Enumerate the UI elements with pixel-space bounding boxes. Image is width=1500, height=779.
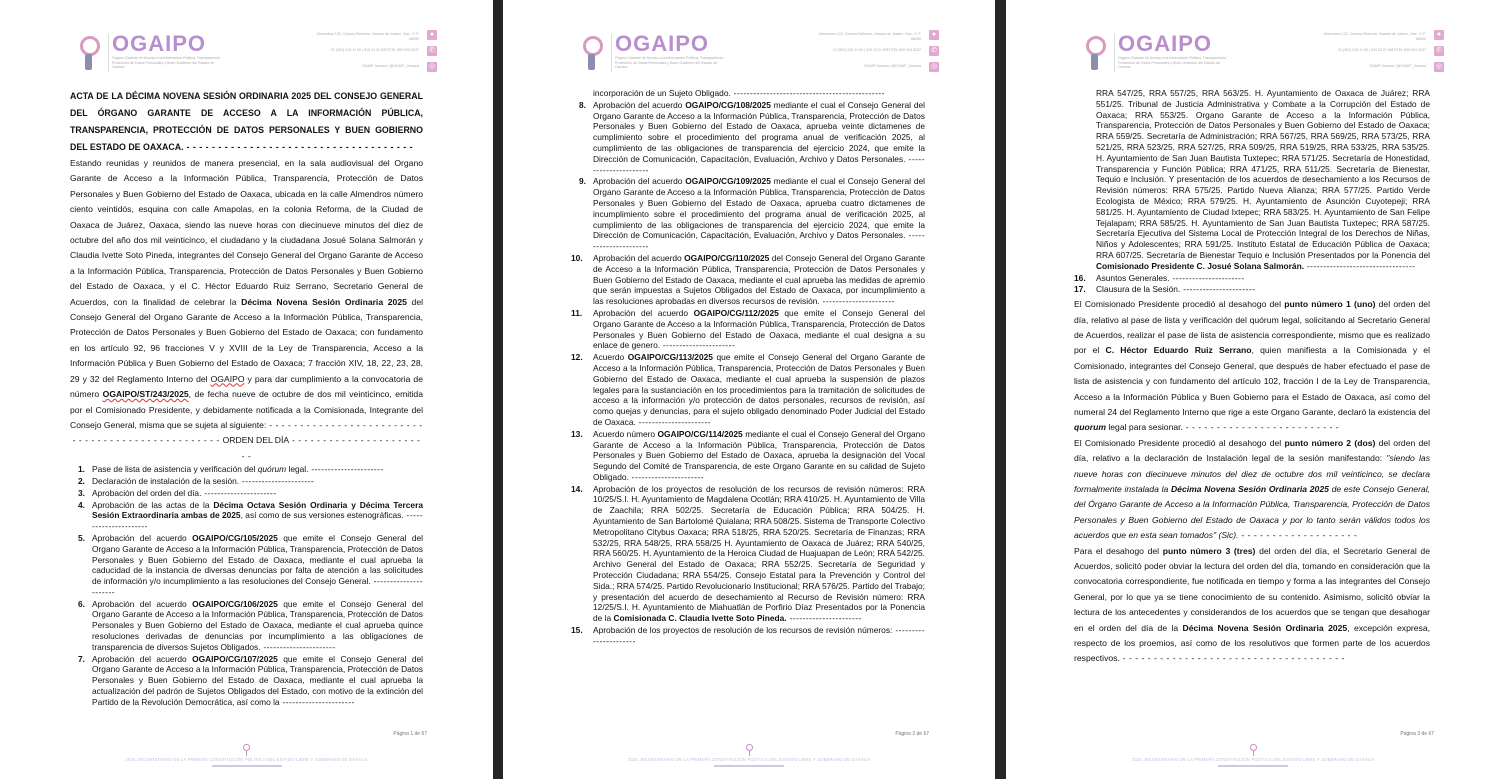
item-number: 3. [78, 487, 85, 498]
address: Almendros 122, Colonia Reforma, Oaxaca de Juárez, Oax., C.P. 68050 [818, 32, 921, 41]
item-text-rest: , así como de sus versiones estenográficas. [240, 510, 404, 521]
item-text: Acuerdo número [593, 428, 658, 439]
social: OGAIP Oaxaca | @OGAIP_Oaxaca [1368, 64, 1426, 68]
item-number: 4. [78, 499, 85, 510]
item-text: Aprobación de los proyectos de resolución de los recursos de revisión números: RRA 10/25/S.I. H. Ayuntamiento de Magdalena Ocotlán; RRA 410/25. H. Ayuntamiento de Villa de Zaachila; RRA 502/25. Secretaría de Educación Pública; RRA 504/25. H. Ayuntamiento de San Bartolomé Quialana; RRA 508/25. Sistema de Transporte Colectivo Metropolitano Citybus Oaxaca; RRA 518/25, RRA 520/25. Secretaría de Finanzas; RRA 532/25, RRA 548/25, RRA 558/25 H. Ayuntamiento de Oaxaca de Juárez; RRA 540/25, RRA 560/25. H. Ayuntamiento de la Heroica Ciudad de Huajuapan de León; RRA 542/25. Archivo General del Estado de Oaxaca; RRA 552/25. Secretaría de Seguridad y Protección Ciudadana; RRA 554/25. Consejo Estatal para la Prevención y Control del Sida.; RRA 574/25. Partido Revolucionario Institucional; RRA 576/25. Partido del Trabajo; y presentación del acuerdo de desechamiento al Recurso de Revisión número: RRA 12/25/S.I. H. Ayuntamiento de Miahuatlán de Porfirio Díaz Presentados por la Ponencia de la [593, 483, 925, 624]
item-number: 9. [579, 176, 586, 187]
document-page-1 [0, 0, 493, 779]
paragraph-punto-1: El Comisionado Presidente procedió al desahogo del punto número 1 (uno) del orden del día, relativo al pase de lista y verificación del quórum legal, solicitando al Secretario General de Acuerdos, realizar el pase de lista de asistencia correspondiente, mismo que es realizado por el C. Héctor Eduardo Ruiz Serrano, quien manifiesta a la Comisionada y el Comisionado, integrantes del Consejo General, que después de haber efectuado el pase de lista de asistencia y con fundamento del artículo 102, fracción I de la Ley de Transparencia, Acceso a la Información Pública y Buen Gobierno para el Estado de Oaxaca, así como del numeral 24 del Reglamento Interno que rige a este Organo Garante, declaró la existencia del quorum legal para sesionar. - - - - - - - - - - - - - - - - - - - - - - - - - [1074, 299, 1430, 433]
phone-icon: ✆ [1434, 46, 1444, 56]
item-text-rest: que emite el Consejo General del Organo Garante de Acceso a la Información Pública, Transparencia, Protección de Datos Personales y Buen Gobierno del Estado de Oaxaca, mediante el cual aprueba la caducidad de la instancia de diversas denuncias por falta de atención a las solicitudes de información y/o incumplimiento a las resoluciones del Consejo General. [92, 532, 424, 587]
logo-subtitle: Órgano Garante de Acceso a la Información Pública, Transparencia, Protección de Datos Personales y Buen Gobierno del Estado de Oaxaca [1118, 56, 1227, 70]
page-number: Página 3 de 67 [1400, 731, 1434, 737]
agenda-item: 4. Aprobación de las actas de la Décima Octava Sesión Ordinaria y Décima Tercera Sesión Extraordinaria ambas de 2025, así como de sus versiones estenográficas. ---------------------- [78, 499, 424, 532]
item-text: Aprobación del acuerdo [92, 532, 193, 543]
item-text: Aprobación del acuerdo [92, 598, 193, 609]
social: OGAIP Oaxaca | @OGAIP_Oaxaca [361, 64, 419, 68]
phone: 01 (951) 515 11 90 | 515 23 21 INFOTEL 800 004 3247 [832, 48, 921, 52]
agenda-item: 11. Aprobación del acuerdo OGAIPO/CG/112/2025 que emite el Consejo General del Organo Garante de Acceso a la Información Pública, Transparencia, Protección de Datos Personales y Buen Gobierno del Estado de Oaxaca, mediante el cual designa a su enlace de genero. ---------------------- [571, 307, 926, 351]
ogaipo-logo-icon [581, 36, 603, 72]
item-text: Declaración de instalación de la sesión. [92, 475, 240, 486]
phone-icon: ✆ [427, 46, 437, 56]
page-3-body [1074, 88, 1430, 667]
footer-motto: 2025, BICENTENARIO DE LA PRIMERA CONSTITUCIÓN POLÍTICA DEL ESTADO LIBRE Y SOBERANO DE OAXACA [1131, 757, 1375, 762]
list-continuation: RRA 547/25, RRA 557/25, RRA 563/25. H. Ayuntamiento de Oaxaca de Juárez; RRA 551/25. Tribunal de Justicia Administrativa y Combate a la Corrupción del Estado de Oaxaca; RRA 553/25. Organo Garante de Acceso a la Información Pública, Transparencia, Protección de Datos Personales y Buen Gobierno del Estado de Oaxaca; RRA 559/25. Secretaría de Administración; RRA 567/25, RRA 569/25, RRA 573/25, RRA 521/25, RRA 523/25, RRA 527/25, RRA 509/25, RRA 519/25, RRA 533/25, RRA 535/25. H. Ayuntamiento de San Juan Bautista Tuxtepec; RRA 571/25. Secretaría de Honestidad, Transparencia y Función Pública; RRA 471/25, RRA 511/25. Secretaría de Bienestar, Tequio e Inclusión. Y presentación de los acuerdos de desechamiento a los Recursos de Revisión números: RRA 575/25. Partido Nueva Alianza; RRA 577/25. Partido Verde Ecologista de México; RRA 579/25. H. Ayuntamiento de Asunción Cuyotepeji; RRA 581/25. H. Ayuntamiento de Ciudad Ixtepec; RRA 583/25. H. Ayuntamiento de San Felipe Tejalapam; RRA 585/25. H. Ayuntamiento de San Juan Bautista Tuxtepec; RRA 587/25. Secretaría Ejecutiva del Sistema Local de Protección Integral de los Derechos de Niñas, Niños y Adolescentes; RRA 591/25. Instituto Estatal de Educación Pública de Oaxaca; RRA 607/25. Secretaría de Bienestar Tequio e Inclusión Presentados por la Ponencia del Comisionado Presidente C. Josué Solana Salmorán. --------------------------------- [1096, 88, 1430, 271]
item-number: 7. [78, 653, 85, 664]
ogaipo-logo-icon [78, 36, 100, 72]
agenda-item: 5. Aprobación del acuerdo OGAIPO/CG/105/2025 que emite el Consejo General del Organo Garante de Acceso a la Información Pública, Transparencia, Protección de Datos Personales y Buen Gobierno del Estado de Oaxaca, mediante el cual aprueba la caducidad de la instancia de diversas denuncias por falta de atención a las solicitudes de información y/o incumplimiento a las resoluciones del Consejo General. ---------------------- [78, 532, 424, 597]
item-number: 13. [571, 428, 583, 439]
letterhead [1084, 30, 1444, 78]
social: OGAIP Oaxaca | @OGAIP_Oaxaca [863, 64, 921, 68]
agenda-item: 10. Aprobación del acuerdo OGAIPO/CG/110/2025 del Consejo General del Organo Garante de Acceso a la Información Pública, Transparencia, Protección de Datos Personales y Buen Gobierno del Estado de Oaxaca, mediante el cual aprueba las medidas de apremio que serán impuestas a Sujetos Obligados del Estado de Oaxaca, por incumplimiento a las resoluciones aprobadas en diversos recursos de revisión. ---------------------- [571, 252, 925, 307]
agenda-item: 16. Asuntos Generales. ---------------------- [1074, 272, 1245, 283]
item-text: Acuerdo [593, 352, 628, 363]
document-page-3 [1006, 0, 1500, 779]
item-text: Aprobación del acuerdo [593, 176, 686, 187]
item-bold: OGAIPO/CG/109/2025 [685, 176, 771, 187]
agenda-list [1074, 273, 1430, 296]
contact-block [309, 32, 419, 80]
item-number: 16. [1074, 272, 1086, 283]
item-text-rest: mediante el cual el Consejo General del Organo Garante de Acceso a la Información Pública, Transparencia, Protección de Datos Personales y Buen Gobierno del Estado de Oaxaca, aprueba cuatro dictamenes de incumplimiento sobre el procedimiento del programa anual de verificación 2025, al cumplimiento de las obligaciones de transparencia del ejercicio 2024, que emite la Dirección de Comunicación, Capacitación, Evaluación, Archivo y Datos Personales. [593, 176, 925, 241]
item-number: 1. [78, 464, 85, 475]
agenda-item: 6. Aprobación del acuerdo OGAIPO/CG/106/2025 que emite el Consejo General del Organo Garante de Acceso a la Información Pública, Transparencia, Protección de Datos Personales y Buen Gobierno del Estado de Oaxaca, mediante el cual aprueba quince resoluciones derivadas de denuncias por incumplimiento a las obligaciones de transparencia de diversos Sujetos Obligados. ---------------------- [78, 598, 424, 652]
document-title: ACTA DE LA DÉCIMA NOVENA SESIÓN ORDINARIA 2025 DEL CONSEJO GENERAL DEL ÓRGANO GARANTE DE ACCESO A LA INFORMACIÓN PÚBLICA, TRANSPARENCIA, PROTECCIÓN DE DATOS PERSONALES Y BUEN GOBIERNO DEL ESTADO DE OAXACA. - - - - - - - - - - - - - - - - - - - - - - - - - - - - - - - - - - - - [70, 91, 423, 152]
agenda-item: 13. Acuerdo número OGAIPO/CG/114/2025 mediante el cual el Consejo General del Organo Garante de Acceso a la Información Pública, Transparencia, Protección de Datos Personales y Buen Gobierno del Estado de Oaxaca, aprueba la designación del Vocal Segundo del Comité de Transparencia, de este Organo Garante en su calidad de Sujeto Obligado. ---------------------- [571, 428, 925, 482]
letterhead [78, 30, 437, 78]
agenda-item: 3. Aprobación del orden del día. ---------------------- [78, 487, 277, 498]
item-number: 2. [78, 475, 85, 486]
footer-logo-icon [1250, 744, 1257, 756]
agenda-item: 9. Aprobación del acuerdo OGAIPO/CG/109/2025 mediante el cual el Consejo General del Organo Garante de Acceso a la Información Pública, Transparencia, Protección de Datos Personales y Buen Gobierno del Estado de Oaxaca, aprueba cuatro dictamenes de incumplimiento sobre el procedimiento del programa anual de verificación 2025, al cumplimiento de las obligaciones de transparencia del ejercicio 2024, que emite la Dirección de Comunicación, Capacitación, Evaluación, Archivo y Datos Personales. ---------------------- [579, 176, 925, 252]
item-text: Aprobación de las actas de la [92, 499, 214, 510]
item-text: Aprobación del orden del día. [92, 487, 202, 498]
page-footer [0, 744, 493, 767]
page-number: Página 2 de 67 [895, 731, 929, 737]
logo-wordmark: OGAIPO [112, 31, 207, 56]
instagram-icon: ◎ [930, 63, 938, 70]
logo-subtitle: Órgano Garante de Acceso a la Información Pública, Transparencia, Protección de Datos Personales y Buen Gobierno del Estado de Oaxaca [112, 56, 221, 70]
item-text: Aprobación de los proyectos de resolución de los recursos de revisión números: [593, 625, 893, 636]
instagram-icon: ◎ [428, 63, 436, 70]
item-text: Aprobación del acuerdo [92, 653, 193, 664]
agenda-item: 8. Aprobación del acuerdo OGAIPO/CG/108/2025 mediante el cual el Consejo General del Organo Garante de Acceso a la Información Pública, Transparencia, Protección de Datos Personales y Buen Gobierno del Estado de Oaxaca, aprueba veinte dictamenes de cumplimiento sobre el procedimiento del programa anual de verificación 2025, al cumplimiento de las obligaciones de transparencia del ejercicio 2024, que emite la Dirección de Comunicación, Capacitación, Evaluación, Archivo y Datos Personales. ---------------------- [579, 99, 925, 175]
item-bold: OGAIPO/CG/113/2025 [627, 352, 713, 363]
item-bold: OGAIPO/CG/107/2025 [192, 653, 278, 664]
agenda-item: 12. Acuerdo OGAIPO/CG/113/2025 que emite el Consejo General del Organo Garante de Acceso a la Información Pública, Transparencia, Protección de Datos Personales y Buen Gobierno del Estado de Oaxaca, mediante el cual aprueba la suspensión de plazos legales para la sustanciación en los procedimientos para la tramitación de solicitudes de acceso a la información y/o protección de datos personales, recursos de revisión, así como quejas y denuncias, para el sujeto obligado denominado Poder Judicial del Estado de Oaxaca. ---------------------- [571, 352, 926, 427]
location-icon: ● [427, 30, 437, 40]
page-2-body [571, 88, 925, 648]
phone-icon: ✆ [929, 46, 939, 56]
footer-logo-icon [243, 744, 250, 756]
agenda-item: 1. Pase de lista de asistencia y verificación del quórum legal. ---------------------- [78, 464, 384, 475]
address: Almendros 122, Colonia Reforma, Oaxaca de Juárez, Oax., C.P. 68050 [1323, 32, 1426, 41]
document-page-2 [503, 0, 995, 779]
item-text-rest: mediante el cual el Consejo General del Organo Garante de Acceso a la Información Pública, Transparencia, Protección de Datos Personales y Buen Gobierno del Estado de Oaxaca, aprueba veinte dictamenes de cumplimiento sobre el procedimiento del programa anual de verificación 2025, al cumplimiento de las obligaciones de transparencia del ejercicio 2024, que emite la Dirección de Comunicación, Capacitación, Evaluación, Archivo y Datos Personales. [593, 99, 925, 164]
item-text: Aprobación del acuerdo [593, 99, 686, 110]
agenda-item: 17. Clausura de la Sesión. ---------------------- [1074, 284, 1256, 295]
item-number: 11. [571, 307, 583, 318]
item-italic: quórum [257, 464, 287, 475]
agenda-item: 7. Aprobación del acuerdo OGAIPO/CG/107/2025 que emite el Consejo General del Organo Garante de Acceso a la Información Pública, Transparencia, Protección de Datos Personales y Buen Gobierno del Estado de Oaxaca, mediante el cual aprueba la actualización del padrón de Sujetos Obligados del Estado, con motivo de la extinción del Partido de la Revolución Democrática, así como la ---------------------- [78, 653, 424, 707]
item-bold: OGAIPO/CG/110/2025 [684, 252, 770, 263]
page-number: Página 1 de 67 [393, 731, 427, 737]
agenda-item: 14. Aprobación de los proyectos de resolución de los recursos de revisión números: RRA 10/25/S.I. H. Ayuntamiento de Magdalena Ocotlán; RRA 410/25. H. Ayuntamiento de Villa de Zaachila; RRA 502/25. Secretaría de Educación Pública; RRA 504/25. H. Ayuntamiento de San Bartolomé Quialana; RRA 508/25. Sistema de Transporte Colectivo Metropolitano Citybus Oaxaca; RRA 518/25, RRA 520/25. Secretaría de Finanzas; RRA 532/25, RRA 548/25, RRA 558/25 H. Ayuntamiento de Oaxaca de Juárez; RRA 540/25, RRA 560/25. H. Ayuntamiento de la Heroica Ciudad de Huajuapan de León; RRA 542/25. Archivo General del Estado de Oaxaca; RRA 552/25. Secretaría de Seguridad y Protección Ciudadana; RRA 554/25. Consejo Estatal para la Prevención y Control del Sida.; RRA 574/25. Partido Revolucionario Institucional; RRA 576/25. Partido del Trabajo; y presentación del acuerdo de desechamiento al Recurso de Revisión número: RRA 12/25/S.I. H. Ayuntamiento de Miahuatlán de Porfirio Díaz Presentados por la Ponencia de la Comisionada C. Claudia Ivette Soto Pineda. ---------------------- [571, 483, 925, 624]
ogaipo-logo-icon [1084, 36, 1106, 72]
item-bold: OGAIPO/CG/108/2025 [685, 99, 771, 110]
orden-heading: - - - - - - - - - - - - - - - - - - - - - - - - ORDEN DEL DÍA - - - - - - - - - - - - - - - - - - - - - - - [72, 435, 421, 461]
footer-logo-icon [746, 744, 753, 756]
item-text-rest: del Consejo General del Organo Garante de Acceso a la Información Pública, Transparencia, Protección de Datos Personales y Buen Gobierno del Estado de Oaxaca, mediante el cual aprueba las medidas de apremio que serán impuestas a Sujetos Obligados del Estado de Oaxaca, por incumplimiento a las resoluciones aprobadas en diversos recursos de revisión. [593, 252, 925, 307]
item-bold: OGAIPO/CG/112/2025 [693, 307, 779, 318]
agenda-list [70, 464, 423, 708]
item-number: 15. [571, 625, 583, 636]
logo-subtitle: Órgano Garante de Acceso a la Información Pública, Transparencia, Protección de Datos Personales y Buen Gobierno del Estado de Oaxaca [615, 56, 724, 70]
instagram-icon: ◎ [1435, 63, 1443, 70]
contact-block [811, 32, 921, 80]
agenda-list [571, 100, 925, 647]
intro-paragraph: Estando reunidas y reunidos de manera presencial, en la sala audiovisual del Organo Garante de Acceso a la Información Pública, Transparencia, Protección de Datos Personales y Buen Gobierno del Estado de Oaxaca, ubicada en la calle Almendros número ciento veintidós, esquina con calle Amapolas, en la colonia Reforma, de la Ciudad de Oaxaca de Juárez, Oaxaca, siendo las nueve horas con diecinueve minutos del diez de octubre del año dos mil veinticinco, el ciudadano y la ciudadana Josué Solana Salmorán y Claudia Ivette Soto Pineda, integrantes del Consejo General del Organo Garante de Acceso a la Información Pública, Transparencia, Protección de Datos Personales y Buen Gobierno del Estado de Oaxaca, y el C. Héctor Eduardo Ruiz Serrano, Secretario General de Acuerdos, con la finalidad de celebrar la Décima Novena Sesión Ordinaria 2025 del Consejo General del Organo Garante de Acceso a la Información Pública, Transparencia, Protección de Datos Personales y Buen Gobierno del Estado de Oaxaca; con fundamento en los artículo 92, 96 fracciones V y XVIII de la Ley de Transparencia, Acceso a la Información Pública y Buen Gobierno del Estado de Oaxaca; 7 fracción XIV, 18, 22, 23, 28, 29 y 32 del Reglamento Interno del OGAIPO y para dar cumplimiento a la convocatoria de número OGAIPO/ST/243/2025, de fecha nueve de octubre de dos mil veinticinco, emitida por el Comisionado Presidente, y debidamente notificada a la Comisionada, Integrante del Consejo General, misma que se sujeta al siguiente: - - - - - - - - - - - - - - - - - - - - - - - - - [70, 158, 424, 430]
page-footer [503, 744, 995, 767]
item-text-rest: legal. [286, 464, 309, 475]
list-continuation: incorporación de un Sujeto Obligado. ---------------------------------------------- [593, 88, 885, 98]
paragraph-punto-2: El Comisionado Presidente procedió al desahogo del punto número 2 (dos) del orden del día, relativo a la declaración de Instalación legal de la sesión manifestando: "siendo las nueve horas con diecinueve minutos del diez de octubre dos mil veinticinco, se declara formalmente instalada la Décima Novena Sesión Ordinaria 2025 de este Consejo General, del Órgano Garante de Acceso a la Información Pública, Transparencia, Protección de Datos Personales y Buen Gobierno del Estado de Oaxaca y por lo tanto serán válidos todos los acuerdos que en esta sean tomados" (Sic). - - - - - - - - - - - - - - - - - - - [1074, 437, 1431, 541]
item-bold: OGAIPO/CG/105/2025 [192, 532, 278, 543]
item-text: Asuntos Generales. [1096, 272, 1170, 283]
page-1-body [70, 88, 423, 709]
paragraph-punto-3: Para el desahogo del punto número 3 (tres) del orden del día, el Secretario General de Acuerdos, solicitó poder obviar la lectura del orden del día, tomando en consideración que la convocatoria correspondiente, fue notificada en tiempo y forma a las integrantes del Consejo General, por lo que ya se tiene conocimiento de su contenido. Asimismo, solicitó obviar la lectura de los antecedentes y considerandos de los acuerdos que se tengan que desahogar en el orden del día de la Décima Novena Sesión Ordinaria 2025, excepción expresa, respecto de los proemios, así como de los resolutivos que formen parte de los acuerdos respectivos. - - - - - - - - - - - - - - - - - - - - - - - - - - - - - - - - - - - - [1074, 545, 1430, 664]
phone: 01 (951) 515 11 90 | 515 23 21 INFOTEL 800 004 3247 [1337, 48, 1426, 52]
page-footer [1006, 744, 1500, 767]
item-text: Aprobación del acuerdo [593, 252, 685, 263]
item-text: Clausura de la Sesión. [1096, 284, 1181, 295]
logo-wordmark: OGAIPO [615, 31, 710, 56]
letterhead [581, 30, 939, 78]
item-text-rest: que emite el Consejo General del Organo Garante de Acceso a la Información Pública, Transparencia, Protección de Datos Personales y Buen Gobierno del Estado de Oaxaca, mediante el cual designa a su enlace de genero. [593, 307, 926, 351]
item-text-rest: que emite el Consejo General del Organo Garante de Acceso a la Información Pública, Transparencia, Protección de Datos Personales y Buen Gobierno del Estado de Oaxaca, mediante el cual aprueba la suspensión de plazos legales para la sustanciación en los procedimientos para la tramitación de solicitudes de acceso a la información y/o protección de datos personales, recursos de revisión, así como quejas y denuncias, para el sujeto obligado denominado Poder Judicial del Estado de Oaxaca. [593, 352, 926, 427]
location-icon: ● [929, 30, 939, 40]
item-number: 8. [579, 99, 586, 110]
phone: 01 (951) 515 11 90 | 515 23 21 INFOTEL 800 004 3247 [330, 48, 419, 52]
agenda-item: 2. Declaración de instalación de la sesión. ---------------------- [78, 475, 315, 486]
item-bold: OGAIPO/CG/106/2025 [192, 598, 278, 609]
item-bold: OGAIPO/CG/114/2025 [657, 428, 743, 439]
item-number: 5. [78, 532, 85, 543]
logo-wordmark: OGAIPO [1118, 31, 1213, 56]
address: Almendros 122, Colonia Reforma, Oaxaca de Juárez, Oax., C.P. 68050 [316, 32, 419, 41]
item-number: 12. [571, 352, 583, 363]
agenda-item: 15. Aprobación de los proyectos de resolución de los recursos de revisión números: ---------------------- [571, 625, 925, 646]
item-text-rest: mediante el cual el Consejo General del Organo Garante de Acceso a la Información Pública, Transparencia, Protección de Datos Personales y Buen Gobierno del Estado de Oaxaca, aprueba la designación del Vocal Segundo del Comité de Transparencia, de este Organo Garante en su calidad de Sujeto Obligado. [593, 428, 925, 482]
item-text-rest: que emite el Consejo General del Organo Garante de Acceso a la Información Pública, Transparencia, Protección de Datos Personales y Buen Gobierno del Estado de Oaxaca, mediante el cual aprueba la actualización del padrón de Sujetos Obligados del Estado, con motivo de la extinción del Partido de la Revolución Democrática, así como la [92, 653, 424, 707]
item-number: 10. [571, 252, 583, 263]
footer-motto: 2025, BICENTENARIO DE LA PRIMERA CONSTITUCIÓN POLÍTICA DEL ESTADO LIBRE Y SOBERANO DE OAXACA [627, 757, 871, 762]
item-number: 17. [1074, 284, 1086, 295]
footer-motto: 2025, BICENTENARIO DE LA PRIMERA CONSTITUCIÓN POLÍTICA DEL ESTADO LIBRE Y SOBERANO DE OAXACA [125, 757, 368, 762]
item-text: Aprobación del acuerdo [593, 307, 694, 318]
item-number: 6. [78, 598, 85, 609]
item-text-rest: que emite el Consejo General del Organo Garante de Acceso a la Información Pública, Transparencia, Protección de Datos Personales y Buen Gobierno del Estado de Oaxaca, mediante el cual aprueba quince resoluciones derivadas de denuncias por incumplimiento a las obligaciones de transparencia de diversos Sujetos Obligados. [92, 598, 424, 652]
contact-block [1316, 32, 1426, 80]
location-icon: ● [1434, 30, 1444, 40]
item-bold: Comisionada C. Claudia Ivette Soto Pineda. [613, 613, 787, 624]
item-text: Pase de lista de asistencia y verificación del [92, 464, 258, 475]
item-bold: Décima Octava Sesión Ordinaria y Décima Tercera Sesión Extraordinaria ambas de 2025 [92, 499, 423, 521]
item-number: 14. [571, 483, 583, 494]
